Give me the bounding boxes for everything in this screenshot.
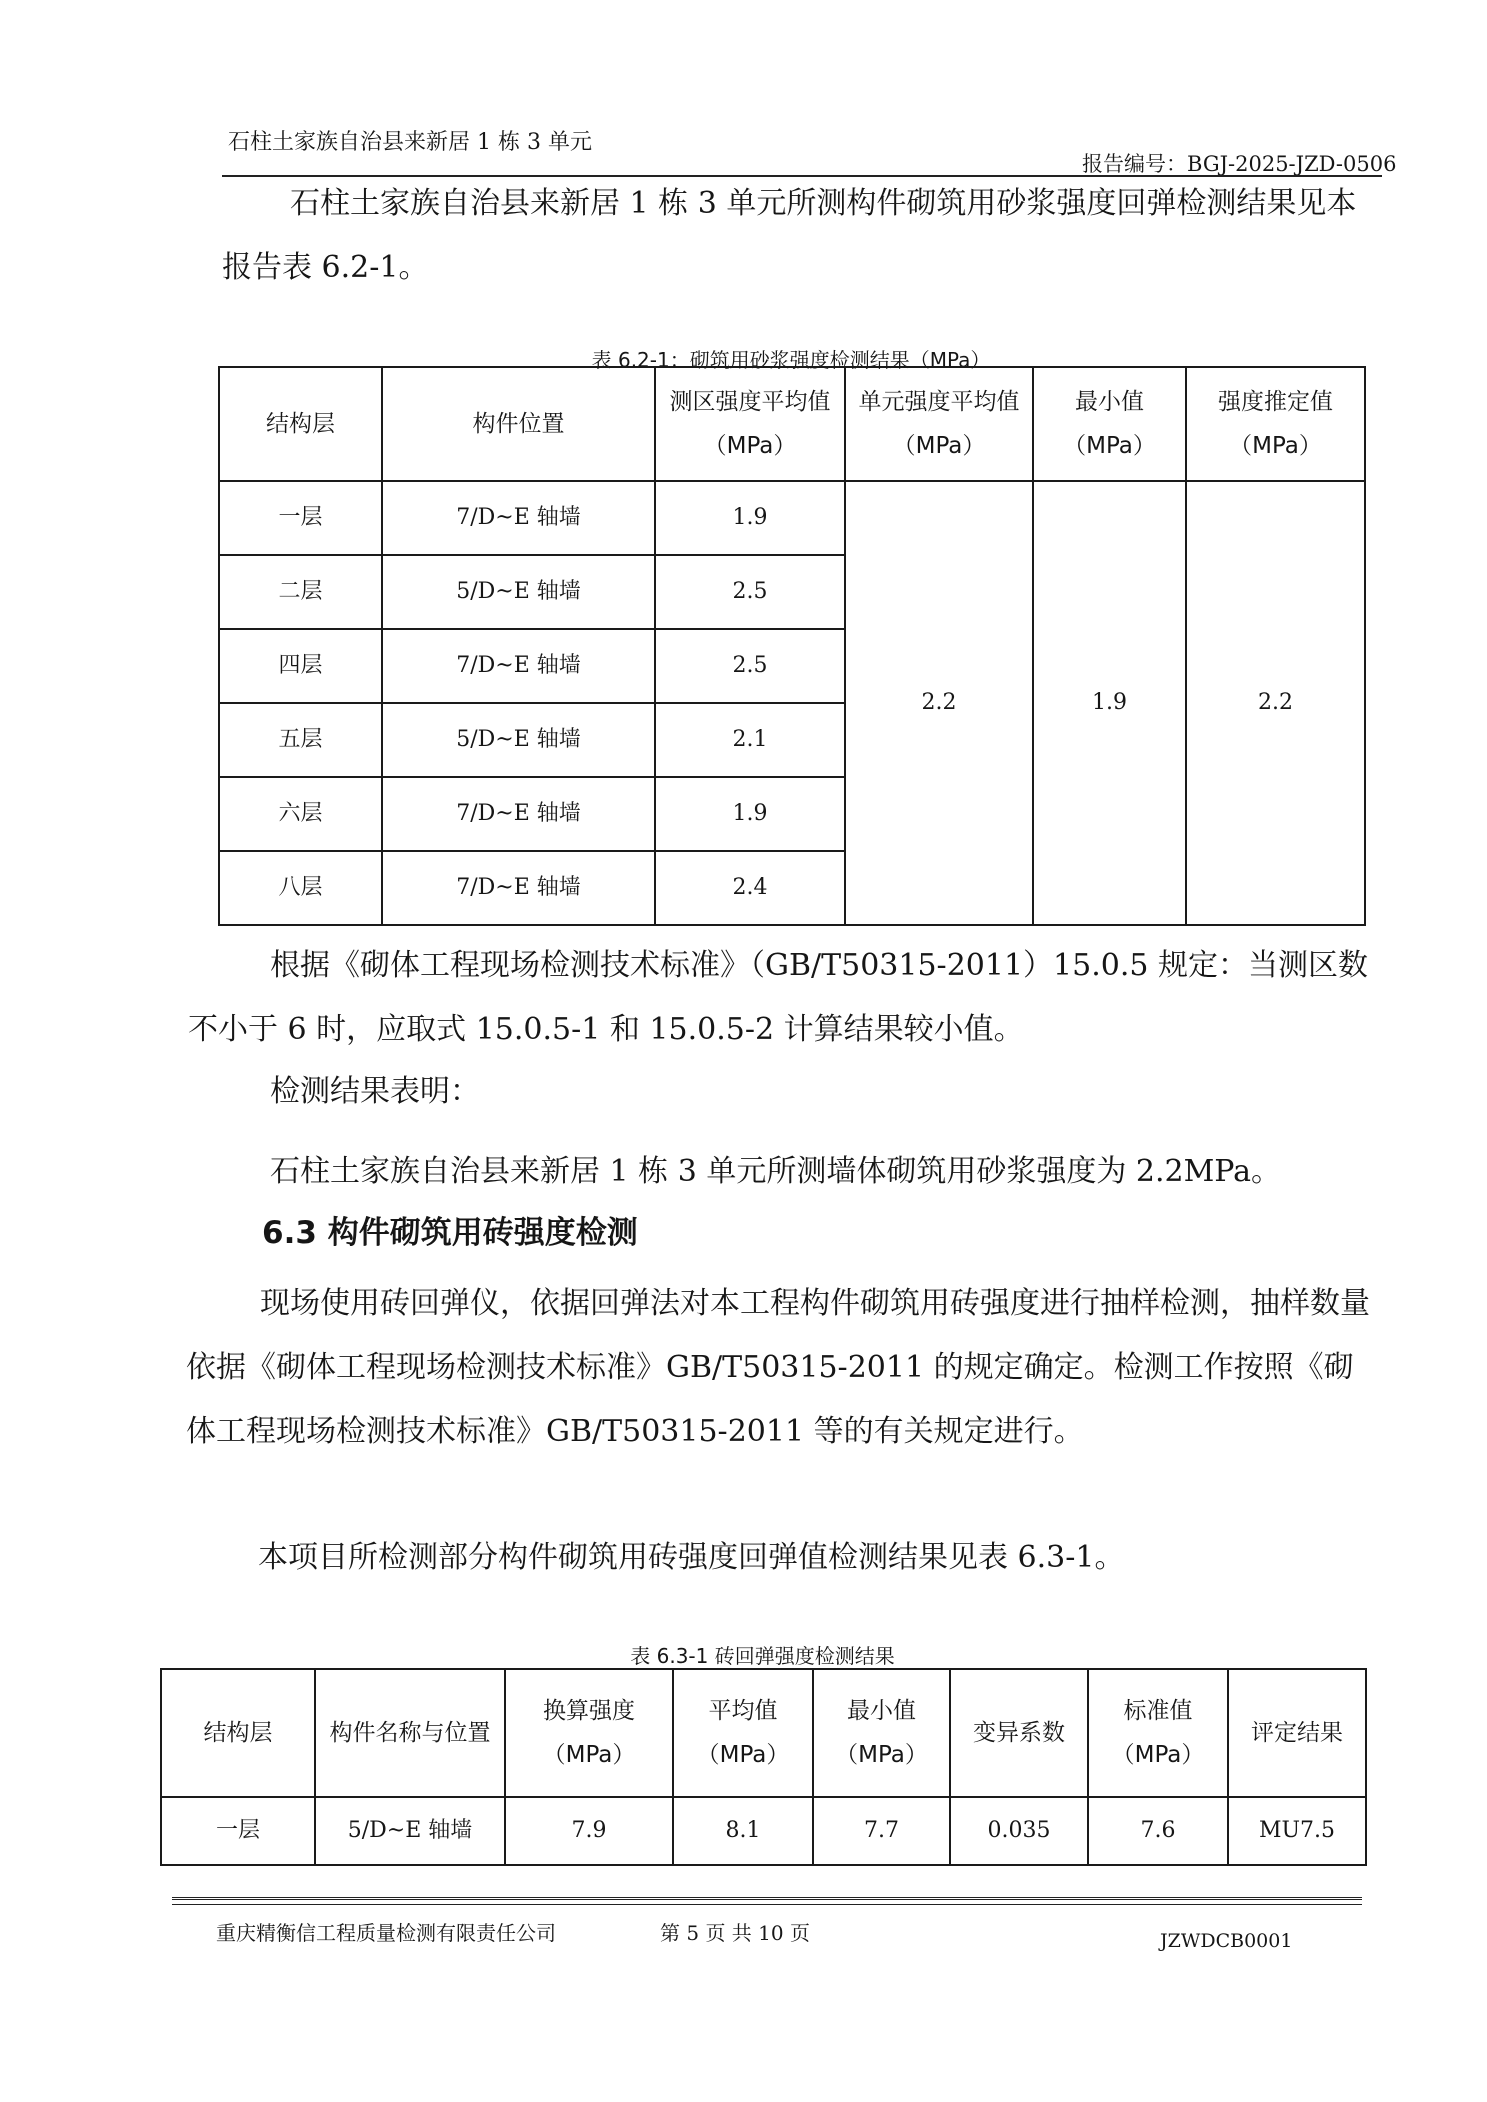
value-cell: 2.1 bbox=[655, 703, 845, 777]
location-cell: 5/D~E 轴墙 bbox=[382, 555, 655, 629]
value-cell: 2.5 bbox=[655, 629, 845, 703]
minimum-cell: 7.7 bbox=[813, 1797, 950, 1865]
location-cell: 7/D~E 轴墙 bbox=[382, 629, 655, 703]
floor-cell: 二层 bbox=[219, 555, 382, 629]
table-row bbox=[161, 1797, 1366, 1865]
value-cell: 2.5 bbox=[655, 555, 845, 629]
result-paragraph: 石柱土家族自治县来新居 1 栋 3 单元所测墙体砌筑用砂浆强度为 2.2MPa。 bbox=[270, 1154, 1282, 1189]
standard-value-cell: 7.6 bbox=[1088, 1797, 1228, 1865]
value-cell: 1.9 bbox=[655, 481, 845, 555]
col-header: 标准值（MPa） bbox=[1088, 1669, 1228, 1797]
col-header: 变异系数 bbox=[950, 1669, 1088, 1797]
col-header: 单元强度平均值（MPa） bbox=[845, 367, 1033, 481]
location-cell: 7/D~E 轴墙 bbox=[382, 481, 655, 555]
estimate-cell: 2.2 bbox=[1186, 481, 1365, 925]
header-report-number: 报告编号：BGJ-2025-JZD-0506 bbox=[1082, 152, 1397, 176]
table-header-row bbox=[161, 1669, 1366, 1797]
footer-company: 重庆精衡信工程质量检测有限责任公司 bbox=[216, 1921, 556, 1945]
table2-reference-paragraph: 本项目所检测部分构件砌筑用砖强度回弹值检测结果见表 6.3-1。 bbox=[258, 1540, 1125, 1575]
intro-paragraph: 石柱土家族自治县来新居 1 栋 3 单元所测构件砌筑用砂浆强度回弹检测结果见本报告表 6.2-1。 bbox=[222, 186, 1357, 285]
footer-divider bbox=[172, 1897, 1362, 1905]
result-label: 检测结果表明： bbox=[270, 1074, 480, 1109]
header-project: 石柱土家族自治县来新居 1 栋 3 单元 bbox=[228, 130, 592, 155]
method-paragraph: 现场使用砖回弹仪，依据回弹法对本工程构件砌筑用砖强度进行抽样检测，抽样数量依据《砌体工程现场检测技术标准》GB/T50315-2011 的规定确定。检测工作按照《砌体工程现场检测技术标准》GB/T50315-2011 等的有关规定进行。 bbox=[186, 1286, 1370, 1449]
floor-cell: 四层 bbox=[219, 629, 382, 703]
unit-average-cell: 2.2 bbox=[845, 481, 1033, 925]
table-row bbox=[219, 481, 1365, 555]
table1-caption: 表 6.2-1：砌筑用砂浆强度检测结果（MPa） bbox=[591, 348, 991, 372]
brick-strength-table bbox=[160, 1668, 1367, 1866]
location-cell: 7/D~E 轴墙 bbox=[382, 851, 655, 925]
table2-caption: 表 6.3-1 砖回弹强度检测结果 bbox=[630, 1644, 895, 1668]
grade-cell: MU7.5 bbox=[1228, 1797, 1366, 1865]
col-header: 换算强度（MPa） bbox=[505, 1669, 673, 1797]
average-cell: 8.1 bbox=[673, 1797, 813, 1865]
location-cell: 5/D~E 轴墙 bbox=[382, 703, 655, 777]
footer-page-number: 第 5 页 共 10 页 bbox=[660, 1921, 810, 1945]
col-header: 结构层 bbox=[219, 367, 382, 481]
floor-cell: 一层 bbox=[219, 481, 382, 555]
col-header: 强度推定值（MPa） bbox=[1186, 367, 1365, 481]
col-header: 平均值（MPa） bbox=[673, 1669, 813, 1797]
standard-paragraph: 根据《砌体工程现场检测技术标准》（GB/T50315-2011）15.0.5 规定：当测区数不小于 6 时，应取式 15.0.5-1 和 15.0.5-2 计算结果较小值。 bbox=[188, 948, 1369, 1047]
col-header: 测区强度平均值（MPa） bbox=[655, 367, 845, 481]
converted-strength-cell: 7.9 bbox=[505, 1797, 673, 1865]
section-heading: 6.3 构件砌筑用砖强度检测 bbox=[262, 1215, 638, 1251]
location-cell: 5/D~E 轴墙 bbox=[315, 1797, 505, 1865]
minimum-cell: 1.9 bbox=[1033, 481, 1186, 925]
col-header: 最小值（MPa） bbox=[1033, 367, 1186, 481]
floor-cell: 六层 bbox=[219, 777, 382, 851]
floor-cell: 一层 bbox=[161, 1797, 315, 1865]
variation-coefficient-cell: 0.035 bbox=[950, 1797, 1088, 1865]
table-header-row bbox=[219, 367, 1365, 481]
footer-code: JZWDCB0001 bbox=[1160, 1930, 1293, 1952]
value-cell: 2.4 bbox=[655, 851, 845, 925]
value-cell: 1.9 bbox=[655, 777, 845, 851]
col-header: 评定结果 bbox=[1228, 1669, 1366, 1797]
col-header: 结构层 bbox=[161, 1669, 315, 1797]
floor-cell: 八层 bbox=[219, 851, 382, 925]
col-header: 构件位置 bbox=[382, 367, 655, 481]
floor-cell: 五层 bbox=[219, 703, 382, 777]
location-cell: 7/D~E 轴墙 bbox=[382, 777, 655, 851]
mortar-strength-table bbox=[218, 366, 1366, 926]
col-header: 最小值（MPa） bbox=[813, 1669, 950, 1797]
col-header: 构件名称与位置 bbox=[315, 1669, 505, 1797]
